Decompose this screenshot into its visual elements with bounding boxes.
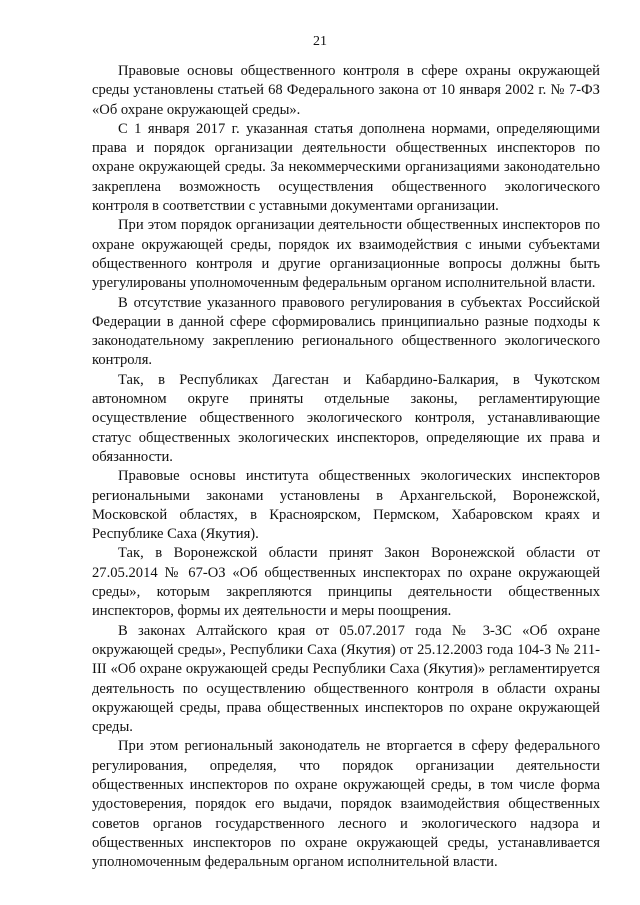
paragraph: При этом региональный законодатель не вторгается в сферу федерального регулирования, определяя, что порядок организации деятельности общественных инспекторов по охране окружающей среды, в том числе форма удостоверения, порядок его выдачи, порядок взаимодействия общественных советов органов государственного лесного и экологического надзора и общественных инспекторов по охране окружающей среды, устанавливается уполномоченным федеральным органом исполнительной власти. — [92, 738, 600, 871]
page-number: 21 — [313, 34, 327, 49]
paragraph: В отсутствие указанного правового регулирования в субъектах Российской Федерации в данной сфере сформировались принципиально разные подходы к законодательному закреплению регионального общественного экологического контроля. — [92, 294, 600, 369]
paragraph: Так, в Воронежской области принят Закон Воронежской области от 27.05.2014 № 67-ОЗ «Об общественных инспекторах по охране окружающей среды», которым закрепляются принципы деятельности общественных инспекторов, формы их деятельности и меры поощрения. — [92, 545, 600, 620]
paragraph: При этом порядок организации деятельности общественных инспекторов по охране окружающей среды, порядок их взаимодействия с иными субъектами общественного контроля и другие организационные вопросы должны быть урегулированы уполномоченным федеральным органом исполнительной власти. — [92, 217, 600, 292]
paragraph: В законах Алтайского края от 05.07.2017 года № 3-ЗС «Об охране окружающей среды», Республики Саха (Якутия) от 25.12.2003 года 104-З № 211-III «Об охране окружающей среды Республики Саха (Якутия)» регламентируется деятельность по осуществлению общественного контроля в области охраны окружающей среды, права общественных инспекторов по охране окружающей среды. — [92, 622, 600, 736]
paragraph: С 1 января 2017 г. указанная статья дополнена нормами, определяющими права и порядок организации деятельности общественных инспекторов по охране окружающей среды. За некоммерческими организациями законодательно закреплена возможность осуществления общественного экологического контроля в соответствии с уставными документами организации. — [92, 120, 600, 215]
paragraph: Так, в Республиках Дагестан и Кабардино-Балкария, в Чукотском автономном округе приняты отдельные законы, регламентирующие осуществление общественного экологического контроля, устанавливающие статус общественных экологических инспекторов, определяющие их права и обязанности. — [92, 371, 600, 465]
document-body — [92, 62, 600, 872]
paragraph: Правовые основы института общественных экологических инспекторов региональными законами установлены в Архангельской, Воронежской, Московской областях, в Красноярском, Пермском, Хабаровском краях и Республике Саха (Якутия). — [92, 468, 600, 543]
paragraph: Правовые основы общественного контроля в сфере охраны окружающей среды установлены статьей 68 Федерального закона от 10 января 2002 г. № 7-ФЗ «Об охране окружающей среды». — [92, 63, 600, 118]
